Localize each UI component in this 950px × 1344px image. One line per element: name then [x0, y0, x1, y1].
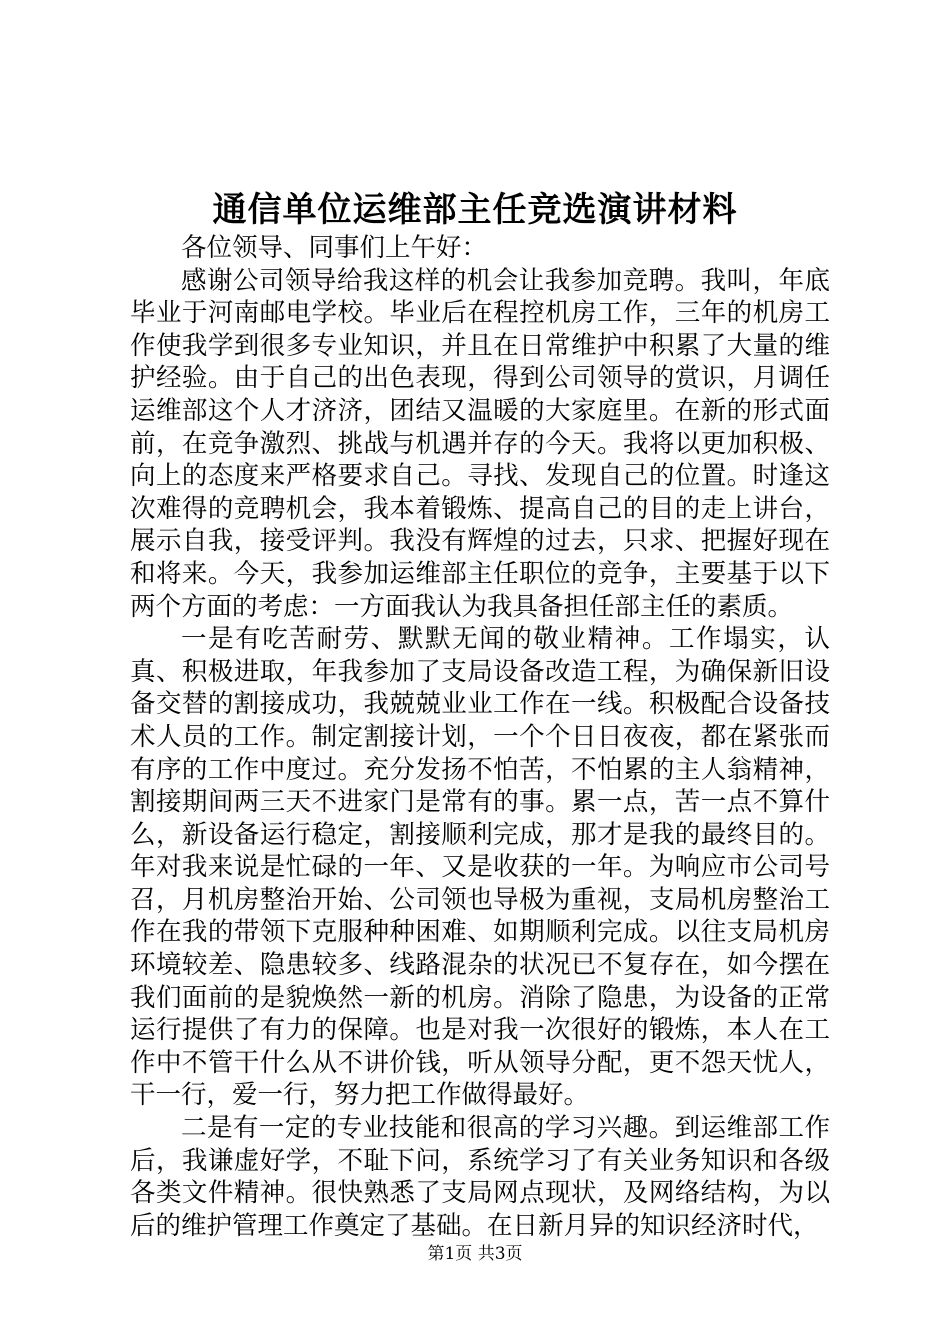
document-title: 通信单位运维部主任竞选演讲材料: [212, 190, 738, 230]
page-number-footer: 第1页 共3页: [427, 1244, 523, 1264]
point-two-paragraph: 二是有一定的专业技能和很高的学习兴趣。到运维部工作后，我谦虚好学，不耻下问，系统学习了有关业务知识和各级各类文件精神。很快熟悉了支局网点现状，及网络结构，为以后的维护管理工作奠定了基础。在日新月异的知识经济时代，: [130, 1113, 830, 1241]
greeting-paragraph: 各位领导、同事们上午好：: [181, 233, 488, 263]
document-body: [130, 232, 830, 1242]
point-one-paragraph: 一是有吃苦耐劳、默默无闻的敬业精神。工作塌实，认真、积极进取，年我参加了支局设备改造工程，为确保新旧设备交替的割接成功，我兢兢业业工作在一线。积极配合设备技术人员的工作。制定割接计划，一个个日日夜夜，都在紧张而有序的工作中度过。充分发扬不怕苦，不怕累的主人翁精神，割接期间两三天不进家门是常有的事。累一点，苦一点不算什么，新设备运行稳定，割接顺利完成，那才是我的最终目的。年对我来说是忙碌的一年、又是收获的一年。为响应市公司号召，月机房整治开始、公司领也导极为重视，支局机房整治工作在我的带领下克服种种困难、如期顺利完成。以往支局机房环境较差、隐患较多、线路混杂的状况已不复存在，如今摆在我们面前的是貌焕然一新的机房。消除了隐患，为设备的正常运行提供了有力的保障。也是对我一次很好的锻炼，本人在工作中不管干什么从不讲价钱，听从领导分配，更不怨天忧人，干一行，爱一行，努力把工作做得最好。: [130, 624, 830, 1111]
intro-paragraph: 感谢公司领导给我这样的机会让我参加竞聘。我叫，年底毕业于河南邮电学校。毕业后在程控机房工作，三年的机房工作使我学到很多专业知识，并且在日常维护中积累了大量的维护经验。由于自己的出色表现，得到公司领导的赏识，月调任运维部这个人才济济，团结又温暖的大家庭里。在新的形式面前，在竞争激烈、挑战与机遇并存的今天。我将以更加积极、向上的态度来严格要求自己。寻找、发现自己的位置。时逢这次难得的竞聘机会，我本着锻炼、提高自己的目的走上讲台，展示自我，接受评判。我没有辉煌的过去，只求、把握好现在和将来。今天，我参加运维部主任职位的竞争，主要基于以下两个方面的考虑：一方面我认为我具备担任部主任的素质。: [130, 265, 830, 622]
